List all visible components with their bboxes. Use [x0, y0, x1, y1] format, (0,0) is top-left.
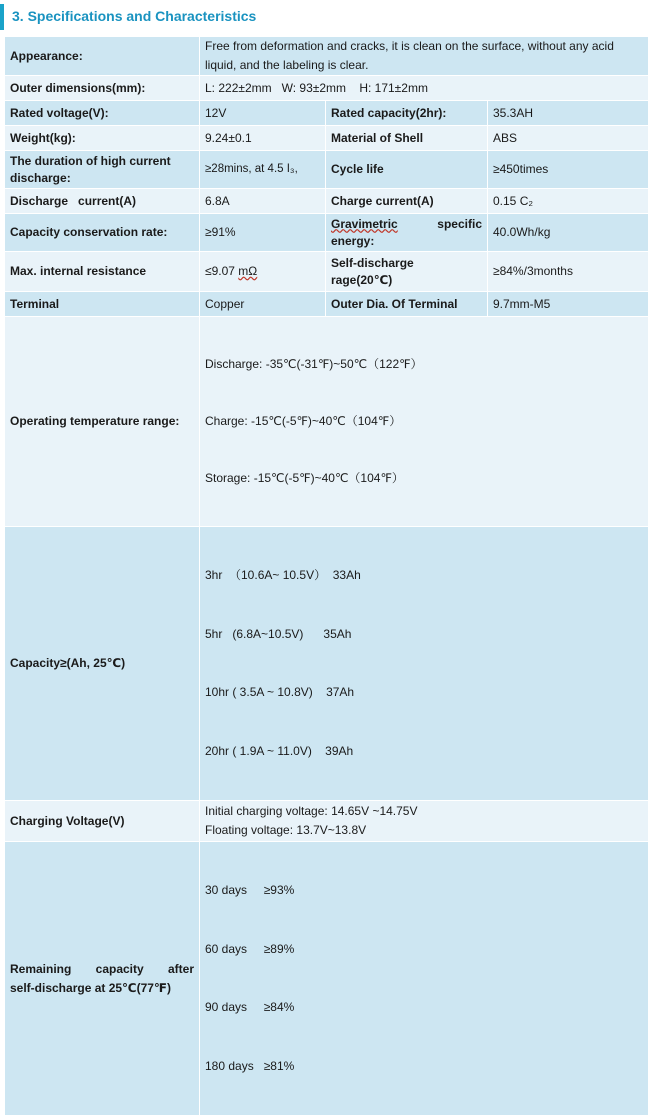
capacity-5hr: 5hr (6.8A~10.5V) 35Ah	[205, 626, 352, 641]
discharge-current-label: Discharge current(A)	[5, 189, 200, 214]
row-remaining-capacity	[5, 842, 649, 1116]
energy-word: energy:	[331, 233, 375, 248]
row-terminal	[5, 292, 649, 317]
row-capacity	[5, 527, 649, 801]
charge-current-label: Charge current(A)	[326, 189, 488, 214]
terminal-dia-value: 9.7mm-M5	[488, 292, 649, 317]
row-capacity-conservation	[5, 214, 649, 252]
outer-dimensions-value: L: 222±2mm W: 93±2mm H: 171±2mm	[200, 76, 649, 101]
appearance-value: Free from deformation and cracks, it is clean on the surface, without any acid liquid, and the labeling is clear.	[200, 37, 649, 76]
rated-voltage-value: 12V	[200, 101, 326, 126]
operating-temperature-value	[200, 317, 649, 527]
initial-charging-voltage: Initial charging voltage: 14.65V ~14.75V	[205, 803, 418, 818]
row-outer-dimensions	[5, 76, 649, 101]
row-appearance	[5, 37, 649, 76]
remaining-60-days: 60 days ≥89%	[205, 941, 295, 956]
self-discharge-line2: rage(20℃)	[331, 272, 393, 287]
discharge-temp-line: Discharge: -35℃(-31℉)~50℃（122℉）	[205, 357, 423, 371]
specific-word: specific	[437, 216, 482, 231]
shell-material-value: ABS	[488, 126, 649, 151]
storage-temp-line: Storage: -15℃(-5℉)~40℃（104℉）	[205, 471, 404, 485]
weight-label: Weight(kg):	[5, 126, 200, 151]
terminal-label: Terminal	[5, 292, 200, 317]
remaining-180-days: 180 days ≥81%	[205, 1058, 295, 1073]
row-discharge-current	[5, 189, 649, 214]
terminal-dia-label: Outer Dia. Of Terminal	[326, 292, 488, 317]
rated-capacity-value: 35.3AH	[488, 101, 649, 126]
rated-capacity-label: Rated capacity(2hr):	[326, 101, 488, 126]
row-internal-resistance	[5, 252, 649, 292]
cycle-life-value: ≥450times	[488, 151, 649, 189]
discharge-current-value: 6.8A	[200, 189, 326, 214]
remaining-30-days: 30 days ≥93%	[205, 883, 295, 897]
high-current-value: ≥28mins, at 4.5 I₃,	[200, 151, 326, 189]
terminal-value: Copper	[200, 292, 326, 317]
capacity-conservation-value: ≥91%	[200, 214, 326, 252]
internal-resistance-label: Max. internal resistance	[5, 252, 200, 292]
weight-value: 9.24±0.1	[200, 126, 326, 151]
gravimetric-energy-label	[326, 214, 488, 252]
row-weight	[5, 126, 649, 151]
row-charging-voltage	[5, 801, 649, 842]
spec-table	[4, 36, 649, 1116]
capacity-3hr: 3hr （10.6A~ 10.5V） 33Ah	[205, 568, 361, 582]
charging-voltage-value	[200, 801, 649, 842]
internal-resistance-value	[200, 252, 326, 292]
remaining-capacity-label	[5, 842, 200, 1116]
remaining-capacity-label-line1: Remaining capacity after	[10, 961, 194, 976]
shell-material-label: Material of Shell	[326, 126, 488, 151]
appearance-label: Appearance:	[5, 37, 200, 76]
operating-temperature-label: Operating temperature range:	[5, 317, 200, 527]
row-operating-temperature	[5, 317, 649, 527]
internal-resistance-number: ≤9.07	[205, 264, 239, 278]
capacity-value	[200, 527, 649, 801]
remaining-capacity-value	[200, 842, 649, 1116]
charge-temp-line: Charge: -15℃(-5℉)~40℃（104℉）	[205, 414, 402, 428]
self-discharge-label	[326, 252, 488, 292]
remaining-capacity-label-line2: self-discharge at 25℃(77℉)	[10, 980, 171, 995]
self-discharge-line1: Self-discharge	[331, 255, 414, 270]
gravimetric-energy-value: 40.0Wh/kg	[488, 214, 649, 252]
remaining-90-days: 90 days ≥84%	[205, 1000, 295, 1014]
capacity-conservation-label: Capacity conservation rate:	[5, 214, 200, 252]
charge-current-value: 0.15 C₂	[488, 189, 649, 214]
charging-voltage-label: Charging Voltage(V)	[5, 801, 200, 842]
rated-voltage-label: Rated voltage(V):	[5, 101, 200, 126]
cycle-life-label: Cycle life	[326, 151, 488, 189]
title-accent-bar	[0, 4, 4, 30]
high-current-label: The duration of high current discharge:	[5, 151, 200, 189]
floating-voltage: Floating voltage: 13.7V~13.8V	[205, 823, 367, 837]
row-rated-voltage	[5, 101, 649, 126]
row-high-current	[5, 151, 649, 189]
capacity-10hr: 10hr ( 3.5A ~ 10.8V) 37Ah	[205, 685, 355, 699]
outer-dimensions-label: Outer dimensions(mm):	[5, 76, 200, 101]
capacity-20hr: 20hr ( 1.9A ~ 11.0V) 39Ah	[205, 743, 354, 758]
gravimetric-word: Gravimetric	[331, 216, 398, 231]
internal-resistance-unit: mΩ	[238, 264, 258, 278]
capacity-label: Capacity≥(Ah, 25℃)	[5, 527, 200, 801]
self-discharge-value: ≥84%/3months	[488, 252, 649, 292]
section-title: 3. Specifications and Characteristics	[12, 8, 257, 24]
